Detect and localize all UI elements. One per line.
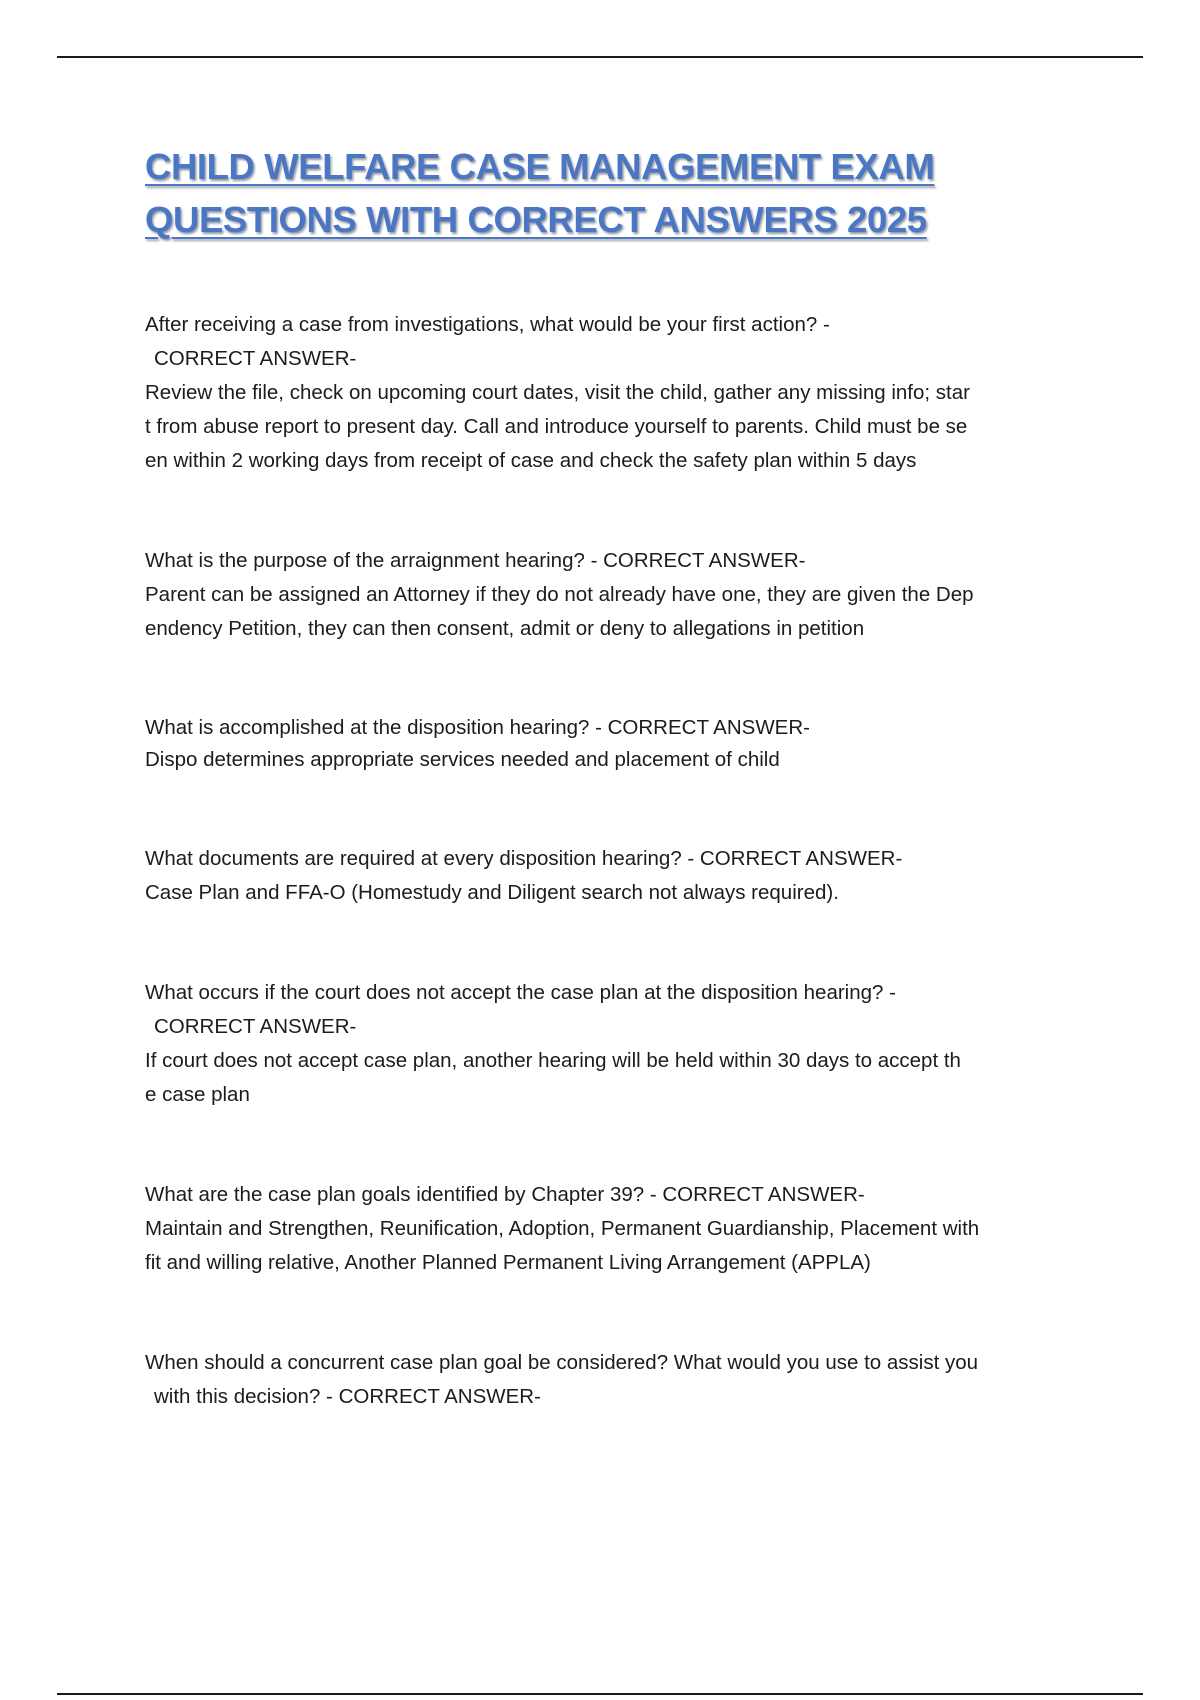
document-title	[145, 140, 1090, 246]
answer-text: Case Plan and FFA-O (Homestudy and Diligent search not always required).	[145, 881, 839, 904]
answer-text: Review the file, check on upcoming court dates, visit the child, gather any missing info; star	[145, 381, 970, 404]
qa-item	[145, 1346, 1090, 1414]
question-text: What is the purpose of the arraignment hearing? - CORRECT ANSWER-	[145, 549, 806, 572]
question-text: When should a concurrent case plan goal be considered? What would you use to assist you	[145, 1351, 979, 1374]
answer-text: fit and willing relative, Another Planned Permanent Living Arrangement (APPLA)	[145, 1251, 871, 1274]
question-text: What is accomplished at the disposition hearing? - CORRECT ANSWER-	[145, 716, 810, 739]
question-text: with this decision? - CORRECT ANSWER-	[154, 1385, 541, 1408]
answer-text: t from abuse report to present day. Call and introduce yourself to parents. Child must be se	[145, 415, 968, 438]
question-text: What occurs if the court does not accept the case plan at the disposition hearing? -	[145, 981, 896, 1004]
qa-item	[145, 842, 1090, 910]
question-text: What documents are required at every disposition hearing? - CORRECT ANSWER-	[145, 847, 903, 870]
title-line-1: CHILD WELFARE CASE MANAGEMENT EXAM	[145, 146, 935, 187]
document-body	[145, 140, 1090, 1414]
qa-list	[145, 308, 1090, 1414]
question-text: What are the case plan goals identified by Chapter 39? - CORRECT ANSWER-	[145, 1183, 865, 1206]
qa-item	[145, 976, 1090, 1112]
title-line-2: QUESTIONS WITH CORRECT ANSWERS 2025	[145, 199, 927, 240]
question-text: After receiving a case from investigations, what would be your first action? -	[145, 313, 830, 336]
answer-text: en within 2 working days from receipt of case and check the safety plan within 5 days	[145, 449, 917, 472]
bottom-rule	[57, 1693, 1143, 1695]
top-rule	[57, 56, 1143, 58]
answer-label: CORRECT ANSWER-	[154, 347, 357, 370]
answer-text: Maintain and Strengthen, Reunification, Adoption, Permanent Guardianship, Placement with	[145, 1217, 980, 1240]
answer-label: CORRECT ANSWER-	[154, 1015, 357, 1038]
answer-text: Dispo determines appropriate services needed and placement of child	[145, 748, 780, 771]
qa-item	[145, 544, 1090, 646]
answer-text: If court does not accept case plan, another hearing will be held within 30 days to accept th	[145, 1049, 961, 1072]
answer-text: Parent can be assigned an Attorney if they do not already have one, they are given the Dep	[145, 583, 974, 606]
answer-text: endency Petition, they can then consent, admit or deny to allegations in petition	[145, 617, 865, 640]
answer-text: e case plan	[145, 1083, 250, 1106]
qa-item	[145, 712, 1090, 776]
qa-item	[145, 308, 1090, 478]
qa-item	[145, 1178, 1090, 1280]
